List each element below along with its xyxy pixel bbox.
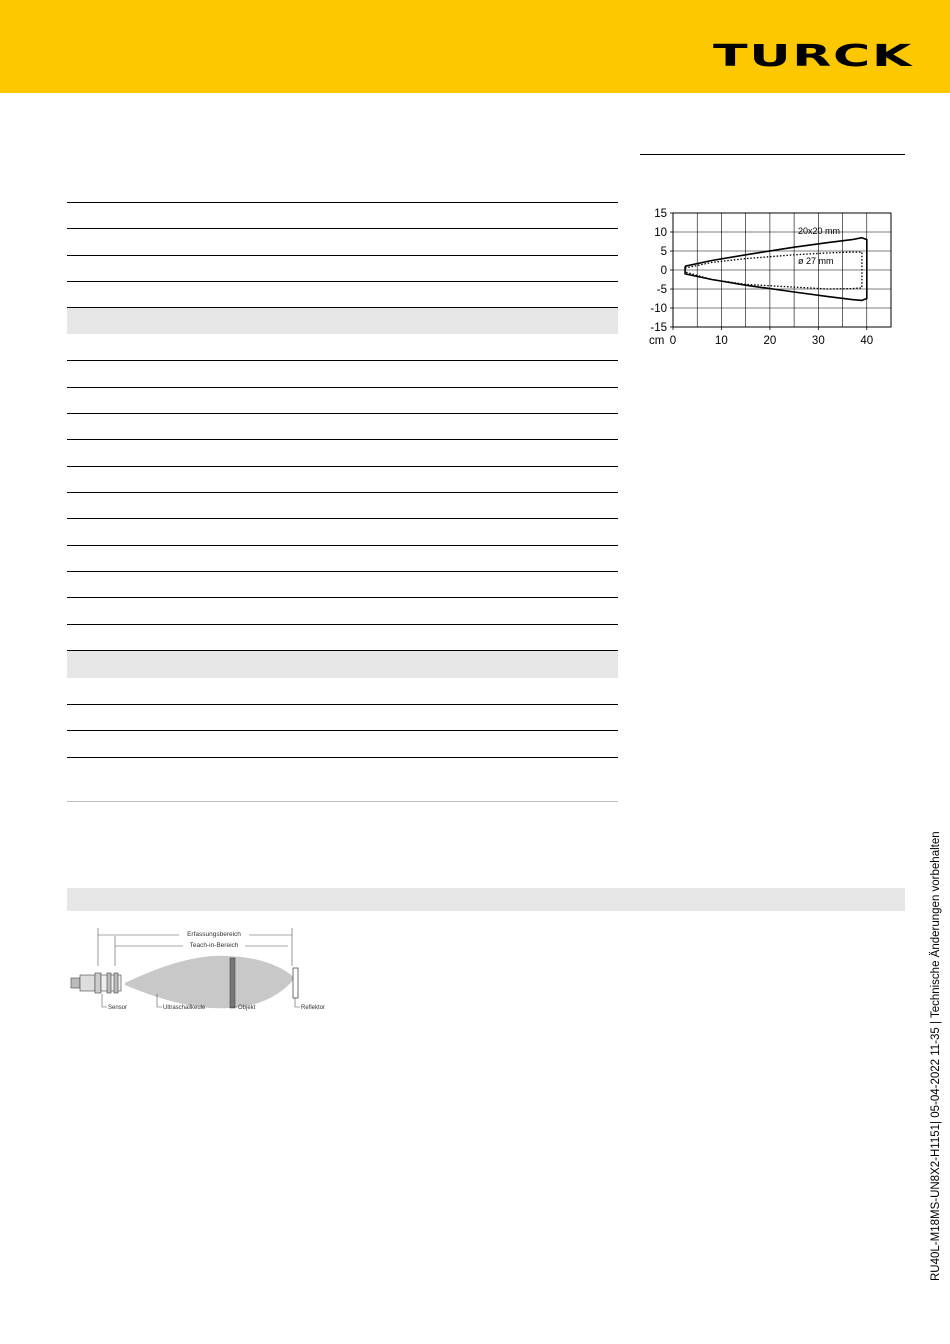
sensor-body	[71, 973, 121, 993]
detection-range-chart	[640, 200, 905, 350]
table-row	[67, 281, 618, 308]
x-tick-label: 20	[763, 335, 777, 347]
reflector-label: Reflektor	[301, 1005, 326, 1011]
table-row	[67, 360, 618, 388]
sensor-label: Sensor	[108, 1005, 128, 1011]
chart-series	[685, 238, 867, 301]
series-label-square: 20x20 mm	[798, 226, 841, 236]
table-row	[67, 730, 618, 758]
document-id-text: RU40L-M18MS-UN8X2-H1151| 05-04-2022 11-35 | Technische Änderungen vorbehalten	[930, 831, 942, 1281]
table-row	[67, 202, 618, 229]
table-row	[67, 757, 618, 802]
svg-text:TURCK: TURCK	[713, 42, 914, 70]
series-label-round: ø 27 mm	[798, 256, 834, 266]
turck-logo	[712, 42, 914, 70]
y-tick-label: 5	[660, 246, 667, 258]
x-tick-label: 30	[811, 335, 825, 347]
table-row	[67, 678, 618, 705]
series-line-round	[685, 252, 862, 289]
chart-y-ticks	[650, 208, 673, 334]
x-tick-label: 40	[860, 335, 874, 347]
table-row	[67, 492, 618, 519]
table-row	[67, 255, 618, 282]
table-row	[67, 439, 618, 467]
y-tick-label: 10	[654, 227, 667, 239]
table-section-header	[67, 651, 618, 678]
table-row	[67, 413, 618, 440]
y-tick-label: -10	[650, 303, 667, 315]
table-row	[67, 228, 618, 256]
range-label: Erfassungsbereich	[187, 931, 241, 938]
table-row	[67, 518, 618, 546]
x-tick-label: 0	[669, 335, 677, 347]
object-plate	[230, 958, 235, 1008]
teach-label: Teach-in-Bereich	[189, 942, 239, 949]
table-section-header	[67, 308, 618, 334]
y-tick-label: 0	[660, 265, 667, 277]
y-tick-label: -15	[650, 322, 667, 334]
section-header-bar	[67, 888, 905, 911]
header-bar	[0, 0, 950, 93]
sensor-principle-diagram	[67, 928, 337, 1014]
y-tick-label: 15	[654, 208, 667, 220]
table-row	[67, 176, 618, 203]
table-row	[67, 571, 618, 598]
table-row	[67, 334, 618, 361]
table-row	[67, 545, 618, 572]
chart-x-ticks	[649, 327, 873, 347]
table-row	[67, 466, 618, 493]
table-row	[67, 387, 618, 414]
table-row	[67, 704, 618, 731]
y-tick-label: -5	[656, 284, 667, 296]
chart-grid	[673, 213, 891, 327]
x-unit-label: cm	[649, 335, 665, 347]
series-line-square	[685, 238, 867, 301]
beam-label: Ultraschallkeule	[163, 1005, 206, 1011]
table-row	[67, 624, 618, 651]
section-rule-right	[640, 154, 905, 155]
x-tick-label: 10	[715, 335, 728, 347]
reflector-plate	[293, 968, 298, 998]
table-row	[67, 597, 618, 625]
ultrasonic-cone	[125, 956, 295, 1009]
object-label: Objekt	[238, 1005, 256, 1011]
